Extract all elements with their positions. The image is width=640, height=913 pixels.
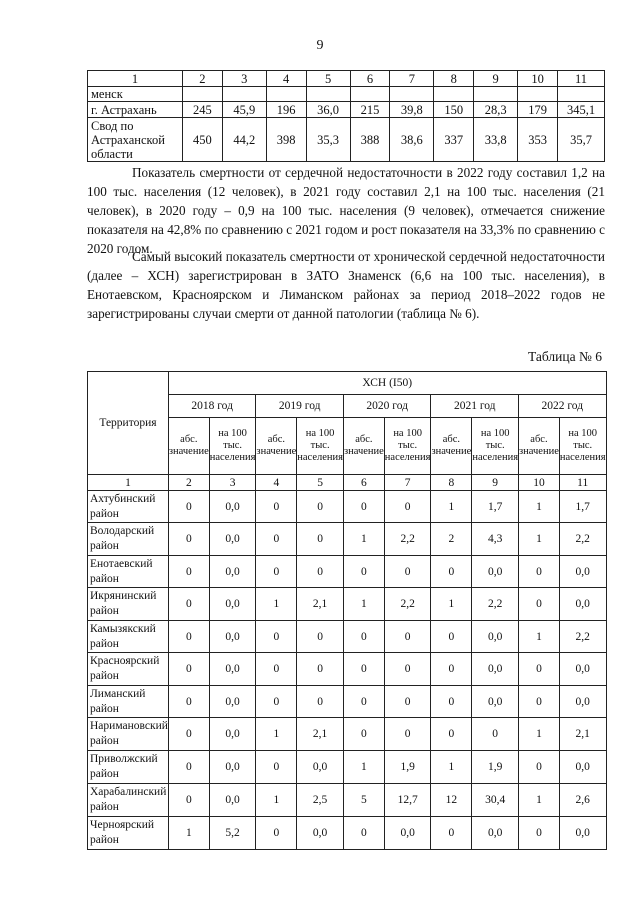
value-cell: 0,0 bbox=[559, 751, 606, 784]
value-cell: 0 bbox=[256, 686, 297, 718]
value-cell: 0 bbox=[256, 491, 297, 523]
group-header: ХСН (I50) bbox=[168, 372, 606, 395]
value-cell: 28,3 bbox=[474, 102, 518, 118]
year-header: 2018 год bbox=[168, 395, 256, 418]
value-cell: 1 bbox=[256, 784, 297, 817]
value-cell: 1 bbox=[519, 523, 560, 556]
value-cell: 1 bbox=[168, 817, 209, 850]
value-cell: 5,2 bbox=[209, 817, 256, 850]
territory-cell: Ахтубинский район bbox=[88, 491, 169, 523]
value-cell: 345,1 bbox=[558, 102, 605, 118]
territory-cell: Наримановский район bbox=[88, 718, 169, 751]
value-cell: 0,0 bbox=[559, 817, 606, 850]
year-header: 2021 год bbox=[431, 395, 519, 418]
value-cell: 0,0 bbox=[209, 556, 256, 588]
sub-header-abs: абс. значение bbox=[343, 418, 384, 475]
value-cell: 1 bbox=[431, 751, 472, 784]
value-cell: 12,7 bbox=[384, 784, 431, 817]
value-cell: 1 bbox=[256, 718, 297, 751]
value-cell: 0 bbox=[343, 817, 384, 850]
value-cell: 5 bbox=[343, 784, 384, 817]
col-number: 3 bbox=[222, 71, 266, 87]
sub-header-abs: абс. значение bbox=[168, 418, 209, 475]
table-row bbox=[88, 556, 607, 588]
value-cell: 1 bbox=[519, 784, 560, 817]
table-row bbox=[88, 621, 607, 653]
col-number: 4 bbox=[266, 71, 306, 87]
value-cell: 0,0 bbox=[472, 556, 519, 588]
value-cell: 0 bbox=[431, 556, 472, 588]
table-numbers-row bbox=[88, 475, 607, 491]
value-cell: 0 bbox=[168, 653, 209, 686]
value-cell: 0 bbox=[384, 718, 431, 751]
value-cell: 0,0 bbox=[209, 751, 256, 784]
col-number: 10 bbox=[518, 71, 558, 87]
value-cell: 1 bbox=[431, 588, 472, 621]
value-cell: 0 bbox=[519, 653, 560, 686]
value-cell: 0,0 bbox=[559, 556, 606, 588]
value-cell: 33,8 bbox=[474, 118, 518, 162]
col-number: 5 bbox=[306, 71, 350, 87]
territory-cell: Черноярский район bbox=[88, 817, 169, 850]
value-cell: 0 bbox=[168, 523, 209, 556]
territory-cell: менск bbox=[88, 87, 183, 102]
value-cell bbox=[350, 87, 390, 102]
value-cell: 1,9 bbox=[472, 751, 519, 784]
col-number: 2 bbox=[182, 71, 222, 87]
col-number: 2 bbox=[168, 475, 209, 491]
year-header: 2020 год bbox=[343, 395, 431, 418]
value-cell: 0 bbox=[384, 653, 431, 686]
page-number: 9 bbox=[316, 38, 324, 53]
value-cell: 1 bbox=[519, 621, 560, 653]
value-cell: 0 bbox=[519, 556, 560, 588]
col-number: 8 bbox=[434, 71, 474, 87]
value-cell: 0,0 bbox=[209, 653, 256, 686]
value-cell: 388 bbox=[350, 118, 390, 162]
value-cell: 0 bbox=[256, 653, 297, 686]
value-cell: 1 bbox=[343, 751, 384, 784]
sub-header-abs: абс. значение bbox=[519, 418, 560, 475]
value-cell: 0,0 bbox=[297, 751, 344, 784]
table-body bbox=[88, 491, 607, 850]
value-cell: 2,1 bbox=[559, 718, 606, 751]
col-number: 9 bbox=[472, 475, 519, 491]
value-cell: 337 bbox=[434, 118, 474, 162]
territory-cell: Енотаевский район bbox=[88, 556, 169, 588]
territory-cell: Красноярский район bbox=[88, 653, 169, 686]
territory-cell: Свод по Астраханской области bbox=[88, 118, 183, 162]
value-cell: 1 bbox=[343, 588, 384, 621]
value-cell: 1,9 bbox=[384, 751, 431, 784]
value-cell: 0 bbox=[256, 751, 297, 784]
sub-header-rate: на 100 тыс. населения bbox=[559, 418, 606, 475]
value-cell: 1,7 bbox=[472, 491, 519, 523]
value-cell: 0,0 bbox=[209, 686, 256, 718]
value-cell: 0 bbox=[297, 523, 344, 556]
table-row bbox=[88, 718, 607, 751]
value-cell: 196 bbox=[266, 102, 306, 118]
value-cell: 0 bbox=[343, 653, 384, 686]
value-cell: 1 bbox=[519, 491, 560, 523]
table-row bbox=[88, 118, 605, 162]
territory-cell: Володарский район bbox=[88, 523, 169, 556]
value-cell: 35,3 bbox=[306, 118, 350, 162]
col-number: 4 bbox=[256, 475, 297, 491]
value-cell: 2,1 bbox=[297, 588, 344, 621]
table-row bbox=[88, 523, 607, 556]
value-cell: 0,0 bbox=[472, 621, 519, 653]
value-cell bbox=[518, 87, 558, 102]
value-cell: 0 bbox=[168, 686, 209, 718]
territory-cell: Камызякский район bbox=[88, 621, 169, 653]
territory-cell: Лиманский район bbox=[88, 686, 169, 718]
value-cell: 0 bbox=[297, 621, 344, 653]
sub-header-rate: на 100 тыс. населения bbox=[384, 418, 431, 475]
value-cell: 0 bbox=[343, 491, 384, 523]
value-cell bbox=[222, 87, 266, 102]
value-cell: 0 bbox=[343, 718, 384, 751]
value-cell: 2 bbox=[431, 523, 472, 556]
table-6 bbox=[87, 371, 607, 850]
value-cell: 353 bbox=[518, 118, 558, 162]
value-cell: 45,9 bbox=[222, 102, 266, 118]
value-cell: 0,0 bbox=[209, 523, 256, 556]
value-cell: 150 bbox=[434, 102, 474, 118]
value-cell: 2,6 bbox=[559, 784, 606, 817]
value-cell: 0 bbox=[384, 491, 431, 523]
value-cell: 2,2 bbox=[384, 523, 431, 556]
col-number: 10 bbox=[519, 475, 560, 491]
value-cell: 0 bbox=[297, 686, 344, 718]
value-cell: 0 bbox=[256, 523, 297, 556]
value-cell: 0,0 bbox=[559, 653, 606, 686]
value-cell: 0,0 bbox=[209, 784, 256, 817]
value-cell: 0 bbox=[519, 751, 560, 784]
territory-cell: Приволжский район bbox=[88, 751, 169, 784]
col-number: 8 bbox=[431, 475, 472, 491]
value-cell: 0 bbox=[256, 621, 297, 653]
value-cell: 0 bbox=[519, 588, 560, 621]
value-cell: 0 bbox=[168, 556, 209, 588]
territory-cell: Икрянинский район bbox=[88, 588, 169, 621]
value-cell bbox=[182, 87, 222, 102]
paragraph-heart-failure: Показатель смертности от сердечной недостаточности в 2022 году составил 1,2 на 100 тыс. населения (12 человек), в 2021 году составил 2,1 на 100 тыс. населения (21 человек), в 2020 году – 0,9 на 100 тыс. населения (9 человек), отмечается снижение показателя на 42,8% по сравнению с 2021 годом и рост показателя на 33,3% по сравнению с 2020 годом. bbox=[87, 165, 605, 256]
col-number: 5 bbox=[297, 475, 344, 491]
territory-header: Территория bbox=[88, 372, 169, 475]
year-header: 2019 год bbox=[256, 395, 344, 418]
table-numbers-row bbox=[88, 71, 605, 87]
value-cell: 0,0 bbox=[209, 491, 256, 523]
value-cell: 0 bbox=[431, 817, 472, 850]
value-cell: 2,2 bbox=[384, 588, 431, 621]
value-cell: 0 bbox=[519, 817, 560, 850]
territory-cell: Харабалинский район bbox=[88, 784, 169, 817]
value-cell: 30,4 bbox=[472, 784, 519, 817]
value-cell: 0,0 bbox=[209, 621, 256, 653]
value-cell: 35,7 bbox=[558, 118, 605, 162]
col-number: 7 bbox=[384, 475, 431, 491]
value-cell: 0 bbox=[343, 686, 384, 718]
sub-header-abs: абс. значение bbox=[431, 418, 472, 475]
col-number: 1 bbox=[88, 475, 169, 491]
table-row bbox=[88, 784, 607, 817]
value-cell: 12 bbox=[431, 784, 472, 817]
value-cell: 0 bbox=[168, 588, 209, 621]
value-cell: 2,1 bbox=[297, 718, 344, 751]
value-cell: 2,5 bbox=[297, 784, 344, 817]
value-cell: 0,0 bbox=[209, 718, 256, 751]
paragraph-chronic-heart-failure: Самый высокий показатель смертности от хронической сердечной недостаточности (далее – ХСН) зарегистрирован в ЗАТО Знаменск (6,6 на 100 тыс. населения), в Енотаевском, Красноярском и Лиманском районах за период 2018–2022 годов не зарегистрированы случаи смерти от данной патологии (таблица № 6). bbox=[87, 249, 605, 321]
value-cell: 0 bbox=[519, 686, 560, 718]
col-number: 6 bbox=[350, 71, 390, 87]
value-cell: 0 bbox=[343, 621, 384, 653]
table-row bbox=[88, 686, 607, 718]
value-cell: 245 bbox=[182, 102, 222, 118]
table-row bbox=[88, 653, 607, 686]
col-number: 1 bbox=[88, 71, 183, 87]
value-cell: 0 bbox=[384, 686, 431, 718]
value-cell: 0 bbox=[256, 556, 297, 588]
value-cell bbox=[266, 87, 306, 102]
table-row bbox=[88, 491, 607, 523]
value-cell: 0,0 bbox=[559, 588, 606, 621]
col-number: 3 bbox=[209, 475, 256, 491]
value-cell: 0 bbox=[168, 751, 209, 784]
value-cell: 2,2 bbox=[559, 621, 606, 653]
value-cell: 398 bbox=[266, 118, 306, 162]
value-cell: 0 bbox=[168, 784, 209, 817]
value-cell bbox=[390, 87, 434, 102]
value-cell: 0,0 bbox=[472, 817, 519, 850]
col-number: 9 bbox=[474, 71, 518, 87]
value-cell: 2,2 bbox=[559, 523, 606, 556]
table-row bbox=[88, 588, 607, 621]
territory-cell: г. Астрахань bbox=[88, 102, 183, 118]
value-cell: 0 bbox=[431, 718, 472, 751]
value-cell: 0 bbox=[256, 817, 297, 850]
table-row bbox=[88, 817, 607, 850]
value-cell: 0 bbox=[384, 621, 431, 653]
value-cell: 39,8 bbox=[390, 102, 434, 118]
table-caption: Таблица № 6 bbox=[528, 349, 602, 364]
header-row-group bbox=[88, 372, 607, 395]
value-cell: 0,0 bbox=[559, 686, 606, 718]
value-cell: 4,3 bbox=[472, 523, 519, 556]
sub-header-rate: на 100 тыс. населения bbox=[209, 418, 256, 475]
table-row bbox=[88, 102, 605, 118]
col-number: 7 bbox=[390, 71, 434, 87]
value-cell: 0 bbox=[472, 718, 519, 751]
col-number: 6 bbox=[343, 475, 384, 491]
value-cell: 36,0 bbox=[306, 102, 350, 118]
table-row bbox=[88, 751, 607, 784]
value-cell: 38,6 bbox=[390, 118, 434, 162]
value-cell: 0 bbox=[384, 556, 431, 588]
value-cell: 1,7 bbox=[559, 491, 606, 523]
value-cell bbox=[558, 87, 605, 102]
value-cell: 1 bbox=[431, 491, 472, 523]
value-cell: 0 bbox=[168, 491, 209, 523]
value-cell: 2,2 bbox=[472, 588, 519, 621]
sub-header-abs: абс. значение bbox=[256, 418, 297, 475]
year-header: 2022 год bbox=[519, 395, 607, 418]
value-cell bbox=[434, 87, 474, 102]
value-cell: 179 bbox=[518, 102, 558, 118]
value-cell: 0 bbox=[297, 556, 344, 588]
value-cell: 1 bbox=[256, 588, 297, 621]
value-cell bbox=[306, 87, 350, 102]
col-number: 11 bbox=[558, 71, 605, 87]
col-number: 11 bbox=[559, 475, 606, 491]
value-cell: 0 bbox=[297, 653, 344, 686]
value-cell: 0 bbox=[431, 621, 472, 653]
value-cell: 0 bbox=[297, 491, 344, 523]
value-cell: 0 bbox=[431, 653, 472, 686]
sub-header-rate: на 100 тыс. населения bbox=[297, 418, 344, 475]
value-cell: 0 bbox=[168, 718, 209, 751]
value-cell: 0,0 bbox=[472, 653, 519, 686]
value-cell: 0,0 bbox=[384, 817, 431, 850]
value-cell: 0,0 bbox=[297, 817, 344, 850]
value-cell: 1 bbox=[343, 523, 384, 556]
value-cell: 450 bbox=[182, 118, 222, 162]
value-cell: 0,0 bbox=[472, 686, 519, 718]
value-cell: 1 bbox=[519, 718, 560, 751]
value-cell: 44,2 bbox=[222, 118, 266, 162]
value-cell: 0,0 bbox=[209, 588, 256, 621]
value-cell bbox=[474, 87, 518, 102]
value-cell: 0 bbox=[168, 621, 209, 653]
value-cell: 0 bbox=[343, 556, 384, 588]
value-cell: 215 bbox=[350, 102, 390, 118]
table-previous bbox=[87, 70, 605, 162]
sub-header-rate: на 100 тыс. населения bbox=[472, 418, 519, 475]
table-row bbox=[88, 87, 605, 102]
value-cell: 0 bbox=[431, 686, 472, 718]
